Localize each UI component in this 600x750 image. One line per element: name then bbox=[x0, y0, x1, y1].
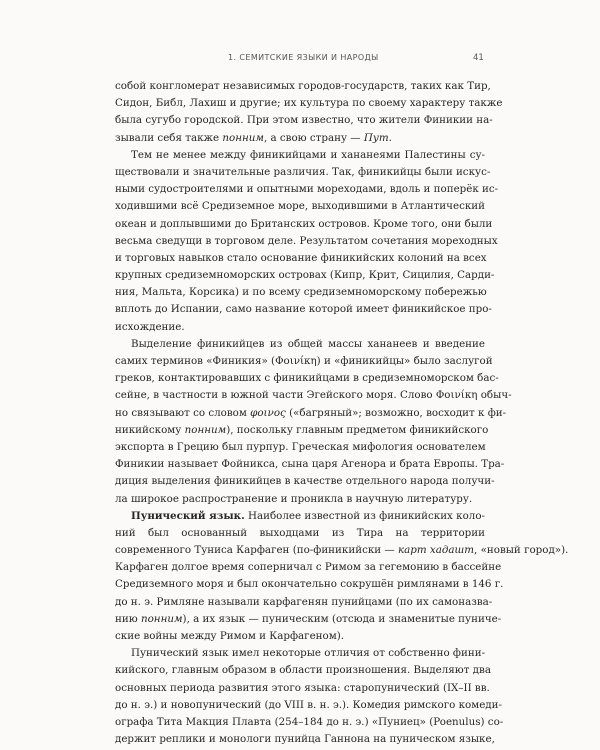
page-number: 41 bbox=[473, 53, 484, 63]
text-line: ходившими всё Средиземное море, выходившими в Атлантический bbox=[115, 200, 485, 213]
text-line: ографа Тита Макция Плавта (254–184 до н. э.) «Пуниец» (Poenulus) со- bbox=[115, 715, 504, 728]
text-line: вплоть до Испании, само название которой имеет финикийское про- bbox=[115, 303, 492, 316]
text-line: диция выделения финикийцев в качестве отдельного народа получи- bbox=[115, 475, 495, 488]
text-line: крупных средиземноморских островах (Кипр, Крит, Сицилия, Сарди- bbox=[115, 269, 495, 282]
text-line bbox=[115, 422, 489, 439]
text-run: . bbox=[388, 131, 392, 144]
text-run: современного Туниса Карфаген (по-финикийски — bbox=[115, 544, 398, 557]
text-line: кийского, главным образом в области произношения. Выделяют два bbox=[115, 664, 491, 677]
text-line: Средиземного моря и был окончательно сокрушён римлянами в 146 г. bbox=[115, 578, 504, 591]
text-run: нию bbox=[115, 612, 141, 625]
text-line bbox=[115, 405, 507, 422]
text-line: Сидон, Библ, Лахиш и другие; их культура по своему характеру также bbox=[115, 97, 503, 110]
text-run: («багряный»; возможно, восходит к фи- bbox=[285, 406, 507, 419]
text-line: держит реплики и монологи пунийца Ганнона на пуническом языке, bbox=[115, 733, 495, 746]
text-run: никийскому bbox=[115, 423, 185, 436]
text-line: до н. э.) и новопунический (до VIII в. н. э.). Комедия римского комеди- bbox=[115, 698, 502, 711]
text-line: и торговых навыков стало основание финикийских колоний на всех bbox=[115, 251, 487, 264]
text-run: но связывают со словом bbox=[115, 406, 251, 419]
text-line: Выделение финикийцев из общей массы хананеев и введение bbox=[131, 337, 485, 350]
paragraph-2 bbox=[115, 147, 499, 336]
text-line: ские войны между Римом и Карфагеном). bbox=[115, 630, 345, 642]
text-line: ния, Мальта, Корсика) и по всему средиземноморскому побережью bbox=[115, 286, 487, 299]
text-line: до н. э. Римляне называли карфагенян пунийцами (по их самоназва- bbox=[115, 595, 493, 608]
text-line: собой конгломерат независимых городов-государств, таких как Тир, bbox=[115, 80, 491, 92]
italic-term: понним bbox=[184, 423, 227, 436]
text-line bbox=[115, 542, 569, 559]
text-run: , «новый город»). bbox=[474, 544, 569, 557]
text-run: сейне, в частности в южной части Эгейского моря. Слово bbox=[115, 389, 436, 402]
text-line bbox=[115, 508, 485, 525]
text-line bbox=[115, 387, 512, 404]
text-run: самих терминов «Финикия» ( bbox=[115, 355, 276, 367]
text-run: , а свою страну — bbox=[263, 131, 364, 144]
paragraph-3 bbox=[115, 336, 512, 508]
text-line: основных периода развития этого языка: старопунический (IX–II вв. bbox=[115, 681, 490, 694]
italic-term: карт хадашт bbox=[397, 544, 475, 557]
text-line: исхождение. bbox=[115, 320, 185, 333]
greek-term: φοινος bbox=[250, 406, 286, 419]
italic-term: понним bbox=[140, 612, 183, 625]
greek-term: Φοινίκη bbox=[435, 389, 478, 402]
text-line bbox=[115, 353, 493, 370]
text-line: ла широкое распространение и проникла в научную литературу. bbox=[115, 492, 473, 505]
text-run: обыч- bbox=[477, 389, 512, 402]
running-head: 1. СЕМИТСКИЕ ЯЗЫКИ И НАРОДЫ bbox=[228, 53, 379, 62]
text-line: ний был основанный выходцами из Тира на территории bbox=[115, 526, 485, 539]
section-heading: Пунический язык. bbox=[131, 509, 245, 522]
text-line: экспорта в Грецию был пурпур. Греческая мифология основателем bbox=[115, 440, 486, 453]
text-run: зывали себя также bbox=[115, 131, 223, 144]
main-text bbox=[115, 78, 569, 748]
text-run: ), а их язык — пуническим (отсюда и знаменитые пуниче- bbox=[182, 612, 502, 625]
italic-term: понним bbox=[222, 131, 264, 144]
text-line bbox=[115, 611, 502, 628]
text-run: ) и «финикийцы» было заслугой bbox=[316, 355, 493, 367]
text-line: Пунический язык имел некоторые отличия от собственно фини- bbox=[131, 647, 486, 660]
paragraph-4 bbox=[115, 508, 569, 646]
paragraph-5 bbox=[115, 645, 504, 748]
text-line: Карфаген долгое время соперничал с Римом за гегемонию в бассейне bbox=[115, 561, 502, 574]
text-line: греков, контактировавших с финикийцами в средиземноморском бас- bbox=[115, 372, 499, 385]
text-line: Финикии называет Фойникса, сына царя Агенора и брата Европы. Тра- bbox=[115, 458, 505, 471]
text-line: была сугубо городской. При этом известно, что жители Финикии на- bbox=[115, 114, 493, 127]
text-line bbox=[115, 130, 485, 147]
text-run: ), поскольку главным предметом финикийского bbox=[226, 423, 489, 436]
paragraph-1 bbox=[115, 78, 503, 147]
text-line: весьма сведущи в торговом деле. Результатом сочетания мореходных bbox=[115, 234, 498, 247]
text-line: Тем не менее между финикийцами и хананеями Палестины су- bbox=[131, 148, 485, 161]
text-run: Наиболее известной из финикийских коло- bbox=[244, 509, 485, 522]
greek-term: Φοινίκη bbox=[275, 355, 317, 367]
text-line: ными судостроителями и опытными мореходами, вдоль и поперёк ис- bbox=[115, 183, 499, 196]
text-line: океан и доплывшими до Британских островов. Кроме того, они были bbox=[115, 217, 493, 230]
text-line: ществовали и значительные различия. Так, финикийцы были искус- bbox=[115, 165, 491, 178]
italic-term: Пут bbox=[363, 131, 389, 144]
